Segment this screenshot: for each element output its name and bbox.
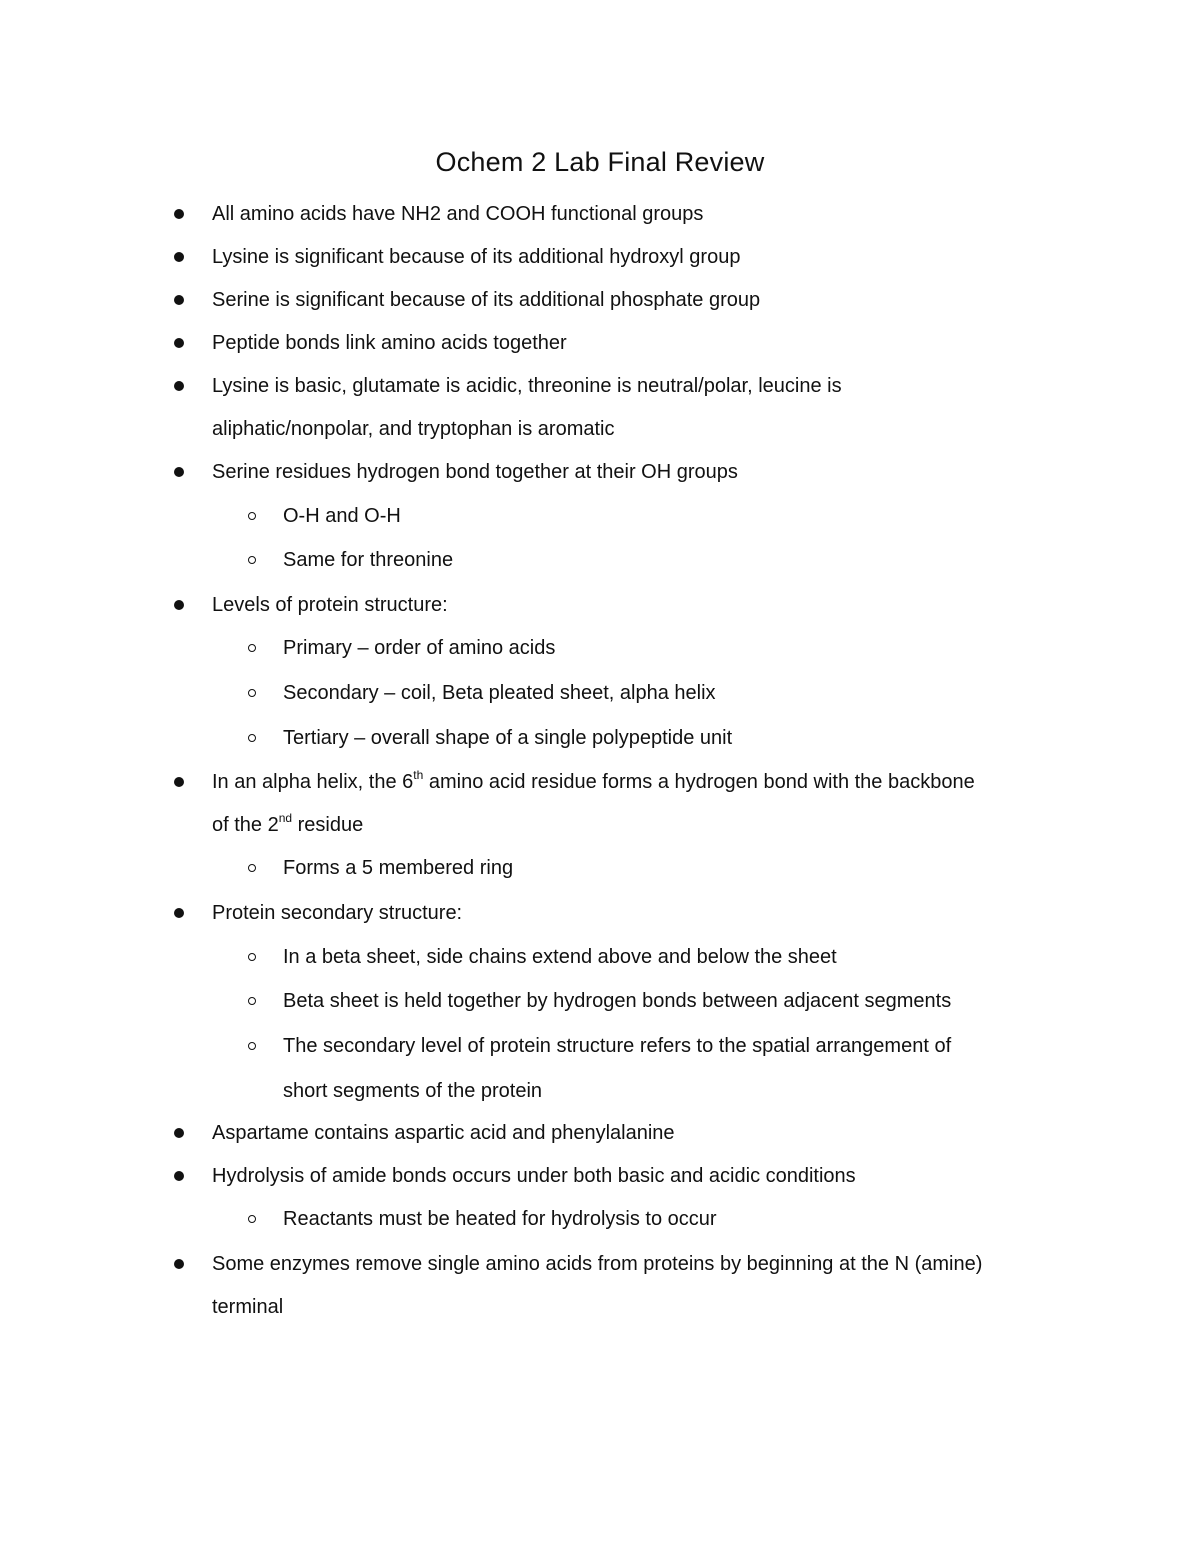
list-item-text-continued [212,811,363,839]
sub-list-item-text: The secondary level of protein structure refers to the spatial arrangement of [283,1035,952,1057]
sub-bullet-icon [248,734,256,742]
bullet-icon [174,1259,184,1269]
bullet-icon [174,777,184,787]
list-item-text-continued: terminal [212,1296,284,1318]
list-item-text: Lysine is significant because of its additional hydroxyl group [212,246,741,268]
text-run: residue [292,814,364,836]
sub-list-item-text: Forms a 5 membered ring [283,857,514,879]
list-item-text: Levels of protein structure: [212,594,448,616]
sub-list-item-text: Same for threonine [283,549,454,571]
list-item-text: Some enzymes remove single amino acids from proteins by beginning at the N (amine) [212,1253,983,1275]
sub-bullet-icon [248,644,256,652]
bullet-icon [174,209,184,219]
sub-list-item-text-continued: short segments of the protein [283,1080,543,1102]
sub-bullet-icon [248,1042,256,1050]
bullet-icon [174,381,184,391]
bullet-icon [174,252,184,262]
text-run: of the 2 [212,814,279,836]
sub-list-item-text: Primary – order of amino acids [283,637,556,659]
sub-list-item-text: Reactants must be heated for hydrolysis to occur [283,1208,717,1230]
sub-list-item-text: Secondary – coil, Beta pleated sheet, alpha helix [283,682,716,704]
text-run: amino acid residue forms a hydrogen bond with the backbone [423,771,975,793]
sub-bullet-icon [248,953,256,961]
list-item-text [212,768,975,796]
list-item-text: Peptide bonds link amino acids together [212,332,567,354]
sub-bullet-icon [248,997,256,1005]
bullet-icon [174,467,184,477]
sub-bullet-icon [248,1215,256,1223]
text-run: In an alpha helix, the 6 [212,771,414,793]
superscript-text: th [413,768,424,782]
bullet-icon [174,1128,184,1138]
list-item-text: Serine is significant because of its additional phosphate group [212,289,761,311]
bullet-icon [174,908,184,918]
list-item-text: Serine residues hydrogen bond together at their OH groups [212,461,738,483]
sub-list-item-text: O-H and O-H [283,505,401,527]
bullet-icon [174,1171,184,1181]
list-item-text: Lysine is basic, glutamate is acidic, threonine is neutral/polar, leucine is [212,375,842,397]
sub-list-item-text: Beta sheet is held together by hydrogen bonds between adjacent segments [283,990,952,1012]
sub-bullet-icon [248,864,256,872]
sub-list-item-text: In a beta sheet, side chains extend above and below the sheet [283,946,837,968]
list-item-text-continued: aliphatic/nonpolar, and tryptophan is aromatic [212,418,615,440]
sub-list-item-text: Tertiary – overall shape of a single polypeptide unit [283,727,733,749]
sub-bullet-icon [248,512,256,520]
list-item-text: Aspartame contains aspartic acid and phenylalanine [212,1122,675,1144]
list-item-text: Protein secondary structure: [212,902,463,924]
list-item-text: All amino acids have NH2 and COOH functional groups [212,203,704,225]
sub-bullet-icon [248,556,256,564]
document-title: Ochem 2 Lab Final Review [435,147,765,177]
bullet-icon [174,600,184,610]
bullet-icon [174,295,184,305]
sub-bullet-icon [248,689,256,697]
list-item-text: Hydrolysis of amide bonds occurs under both basic and acidic conditions [212,1165,856,1187]
superscript-text: nd [278,811,293,825]
bullet-icon [174,338,184,348]
